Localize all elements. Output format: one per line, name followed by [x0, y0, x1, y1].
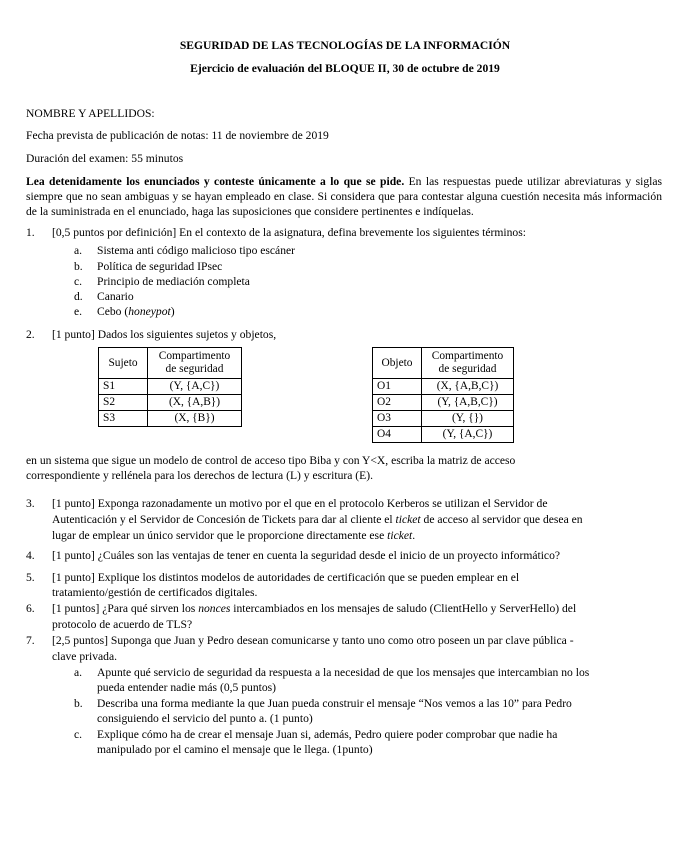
table-cell: (X, {B}) — [148, 411, 242, 427]
q4-text: [1 punto] ¿Cuáles son las ventajas de tener en cuenta la seguridad desde el inicio de un proyecto informático? — [52, 549, 561, 562]
table-cell: (Y, {A,C}) — [422, 427, 514, 443]
subjects-header-compartment: Compartimento de seguridad — [148, 348, 242, 379]
table-row — [373, 379, 514, 395]
objects-header-object: Objeto — [373, 348, 422, 379]
q7-item-b-line2: consiguiendo el servicio del punto a. (1 punto) — [97, 712, 313, 725]
table-row — [99, 379, 242, 395]
q2-number: 2. — [26, 328, 35, 341]
subjects-table — [98, 347, 242, 427]
instructions-text: En las respuestas puede utilizar abreviaturas y siglas siempre que no sean ambiguas y se hayan empleado en clase. Si considera que para contestar alguna cuestión necesita más información de la suministrada en el enunciado, haga las suposiciones que considere pertinentes e indíquelas. — [26, 175, 662, 219]
q1-item-a: Sistema anti código malicioso tipo escáner — [97, 244, 296, 257]
name-field-label: NOMBRE Y APELLIDOS: — [26, 107, 155, 120]
exam-subtitle: Ejercicio de evaluación del BLOQUE II, 30 de octubre de 2019 — [190, 62, 500, 75]
table-cell: O2 — [373, 395, 422, 411]
table-row — [99, 411, 242, 427]
table-cell: O1 — [373, 379, 422, 395]
q5-line1: [1 punto] Explique los distintos modelos de autoridades de certificación que se pueden emplear en el — [52, 571, 520, 584]
q7-item-c-line2: manipulado por el camino el mensaje que le llega. (1punto) — [97, 743, 373, 756]
q2-text: [1 punto] Dados los siguientes sujetos y objetos, — [52, 328, 277, 341]
q3-line1: [1 punto] Exponga razonadamente un motivo por el que en el protocolo Kerberos se utilizan el Servidor de — [52, 497, 548, 510]
q1-text: [0,5 puntos por definición] En el contexto de la asignatura, defina brevemente los siguientes términos: — [52, 226, 526, 239]
exam-title: SEGURIDAD DE LAS TECNOLOGÍAS DE LA INFORMACIÓN — [179, 39, 511, 52]
table-cell: (Y, {}) — [422, 411, 514, 427]
q7-line2: clave privada. — [52, 650, 118, 663]
q1-item-a-letter: a. — [74, 244, 83, 257]
q7-number: 7. — [26, 634, 35, 647]
q3-number: 3. — [26, 497, 35, 510]
q1-item-d-letter: d. — [74, 290, 83, 303]
table-cell: (Y, {A,C}) — [148, 379, 242, 395]
q1-item-b-letter: b. — [74, 260, 83, 273]
q6-line1: [1 puntos] ¿Para qué sirven los nonces intercambiados en los mensajes de saludo (ClientHello y ServerHello) del — [52, 602, 577, 615]
q7-item-b-letter: b. — [74, 697, 83, 710]
publication-date: Fecha prevista de publicación de notas: 11 de noviembre de 2019 — [26, 129, 329, 142]
q2-after-line1: en un sistema que sigue un modelo de control de acceso tipo Biba y con Y<X, escriba la matriz de acceso — [26, 454, 516, 467]
table-row — [99, 348, 242, 379]
q7-item-c-line1: Explique cómo ha de crear el mensaje Juan si, además, Pedro quiere poder comprobar que nadie ha — [97, 728, 558, 741]
table-cell: (X, {A,B,C}) — [422, 379, 514, 395]
q1-item-c: Principio de mediación completa — [97, 275, 250, 288]
table-row — [373, 411, 514, 427]
table-row — [373, 395, 514, 411]
table-cell: S1 — [99, 379, 148, 395]
q7-item-a-letter: a. — [74, 666, 83, 679]
q6-number: 6. — [26, 602, 35, 615]
table-row — [373, 427, 514, 443]
q1-item-e: Cebo (honeypot) — [97, 305, 175, 318]
q7-item-a-line2: pueda entender nadie más (0,5 puntos) — [97, 681, 277, 694]
q1-number: 1. — [26, 226, 35, 239]
q2-after-line2: correspondiente y rellénela para los derechos de lectura (L) y escritura (E). — [26, 469, 373, 482]
q7-line1: [2,5 puntos] Suponga que Juan y Pedro desean comunicarse y tanto uno como otro poseen un par clave pública - — [52, 634, 574, 647]
table-cell: O3 — [373, 411, 422, 427]
q5-number: 5. — [26, 571, 35, 584]
table-row — [99, 395, 242, 411]
q6-line2: protocolo de acuerdo de TLS? — [52, 618, 193, 631]
exam-duration: Duración del examen: 55 minutos — [26, 152, 184, 165]
instructions — [26, 174, 662, 219]
q1-item-c-letter: c. — [74, 275, 83, 288]
table-cell: (X, {A,B}) — [148, 395, 242, 411]
table-cell: S3 — [99, 411, 148, 427]
objects-table — [372, 347, 514, 443]
instructions-bold: Lea detenidamente los enunciados y conteste únicamente a lo que se pide. — [26, 175, 405, 188]
table-cell: S2 — [99, 395, 148, 411]
q7-item-a-line1: Apunte qué servicio de seguridad da respuesta a la necesidad de que los mensajes que intercambian no los — [97, 666, 590, 679]
q1-item-d: Canario — [97, 290, 134, 303]
q7-item-c-letter: c. — [74, 728, 83, 741]
objects-header-compartment: Compartimento de seguridad — [422, 348, 514, 379]
table-cell: O4 — [373, 427, 422, 443]
table-cell: (Y, {A,B,C}) — [422, 395, 514, 411]
table-row — [373, 348, 514, 379]
q1-item-b: Política de seguridad IPsec — [97, 260, 223, 273]
q4-number: 4. — [26, 549, 35, 562]
q3-line3: lugar de emplear un único servidor que le proporcione directamente ese ticket. — [52, 529, 416, 542]
subjects-header-subject: Sujeto — [99, 348, 148, 379]
q1-item-e-letter: e. — [74, 305, 83, 318]
q3-line2: Autenticación y el Servidor de Concesión de Tickets para dar al cliente el ticket de acceso al servidor que desea en — [52, 513, 583, 526]
q7-item-b-line1: Describa una forma mediante la que Juan pueda construir el mensaje “Nos vemos a las 10” para Pedro — [97, 697, 572, 710]
q5-line2: tratamiento/gestión de certificados digitales. — [52, 586, 258, 599]
